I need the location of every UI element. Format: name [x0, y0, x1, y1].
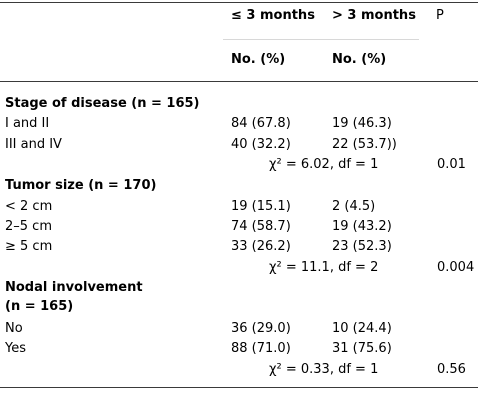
header-gt3-months: > 3 months	[332, 8, 416, 23]
p-value: 0.01	[437, 157, 466, 172]
section-title-nodal-n: (n = 165)	[5, 299, 74, 314]
cell-gt3: 10 (24.4)	[332, 321, 392, 336]
top-rule	[0, 2, 478, 3]
cell-le3: 19 (15.1)	[231, 199, 291, 214]
section-title-stage: Stage of disease (n = 165)	[5, 96, 200, 111]
p-value: 0.56	[437, 362, 466, 377]
row-label: ≥ 5 cm	[5, 239, 53, 254]
bottom-rule	[0, 387, 478, 388]
section-title-tumor-size: Tumor size (n = 170)	[5, 178, 157, 193]
cell-gt3: 19 (43.2)	[332, 219, 392, 234]
p-value: 0.004	[437, 260, 475, 275]
cell-le3: 74 (58.7)	[231, 219, 291, 234]
cell-le3: 33 (26.2)	[231, 239, 291, 254]
row-label: < 2 cm	[5, 199, 53, 214]
cell-le3: 40 (32.2)	[231, 137, 291, 152]
cell-le3: 84 (67.8)	[231, 116, 291, 131]
section-title-nodal: Nodal involvement	[5, 280, 143, 295]
cell-le3: 88 (71.0)	[231, 341, 291, 356]
row-label: III and IV	[5, 137, 62, 152]
row-label: Yes	[5, 341, 26, 356]
cell-gt3: 22 (53.7))	[332, 137, 397, 152]
subheader-le3-count: No. (%)	[231, 52, 286, 67]
header-rule	[0, 81, 478, 82]
chi-square-stat: χ² = 0.33, df = 1	[269, 362, 379, 377]
cell-gt3: 31 (75.6)	[332, 341, 392, 356]
chi-square-stat: χ² = 6.02, df = 1	[269, 157, 379, 172]
row-label: No	[5, 321, 23, 336]
cell-gt3: 23 (52.3)	[332, 239, 392, 254]
row-label: 2–5 cm	[5, 219, 52, 234]
subheader-gt3-count: No. (%)	[332, 52, 387, 67]
chi-square-stat: χ² = 11.1, df = 2	[269, 260, 379, 275]
header-p: P	[436, 8, 444, 23]
cell-le3: 36 (29.0)	[231, 321, 291, 336]
header-le3-months: ≤ 3 months	[231, 8, 315, 23]
cell-gt3: 19 (46.3)	[332, 116, 392, 131]
row-label: I and II	[5, 116, 50, 131]
cell-gt3: 2 (4.5)	[332, 199, 376, 214]
header-divider	[223, 39, 419, 40]
